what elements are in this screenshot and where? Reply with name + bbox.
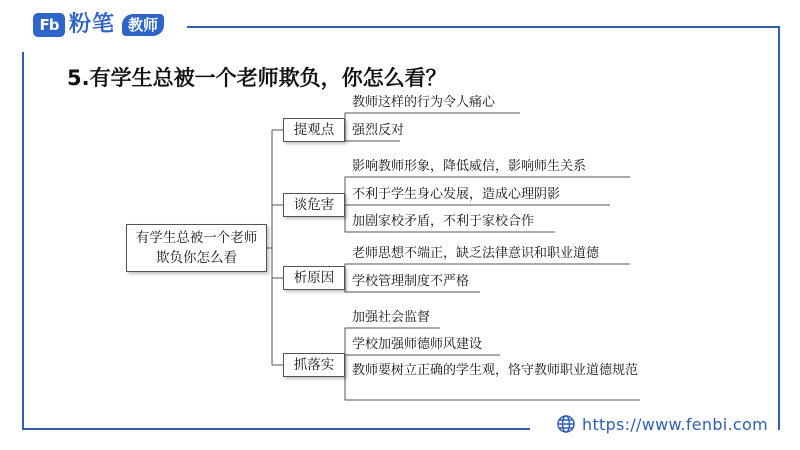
branch-box-harm: 谈危害: [283, 193, 345, 217]
branch-box-cause: 析原因: [283, 266, 345, 290]
globe-icon: [556, 414, 576, 434]
question-title: 5.有学生总被一个老师欺负，你怎么看？: [67, 66, 447, 90]
leaf-harm-2: 不利于学生身心发展，造成心理阴影: [352, 187, 561, 202]
branch-box-viewpoint: 提观点: [283, 118, 345, 142]
logo-mark-icon: Fb: [33, 13, 65, 37]
leaf-viewpoint-1: 教师这样的行为令人痛心: [352, 95, 496, 110]
footer: [556, 414, 768, 434]
website-link[interactable]: https://www.fenbi.com: [582, 414, 769, 434]
leaf-harm-3: 加剧家校矛盾，不利于家校合作: [352, 214, 535, 229]
leaf-implement-3: 教师要树立正确的学生观，恪守教师职业道德规范: [352, 363, 639, 378]
leaf-implement-1: 加强社会监督: [352, 310, 431, 325]
leaf-implement-2: 学校加强师德师风建设: [352, 337, 483, 352]
leaf-cause-1: 老师思想不端正，缺乏法律意识和职业道德: [352, 246, 600, 261]
leaf-cause-2: 学校管理制度不严格: [352, 274, 470, 289]
brand-name: 粉笔: [69, 12, 116, 37]
mind-map-root: 有学生总被一个老师欺负你怎么看: [126, 224, 267, 272]
leaf-viewpoint-2: 强烈反对: [352, 123, 405, 138]
brand-badge: 教师: [122, 14, 164, 36]
branch-box-implement: 抓落实: [283, 353, 345, 377]
leaf-harm-1: 影响教师形象，降低威信，影响师生关系: [352, 159, 587, 174]
